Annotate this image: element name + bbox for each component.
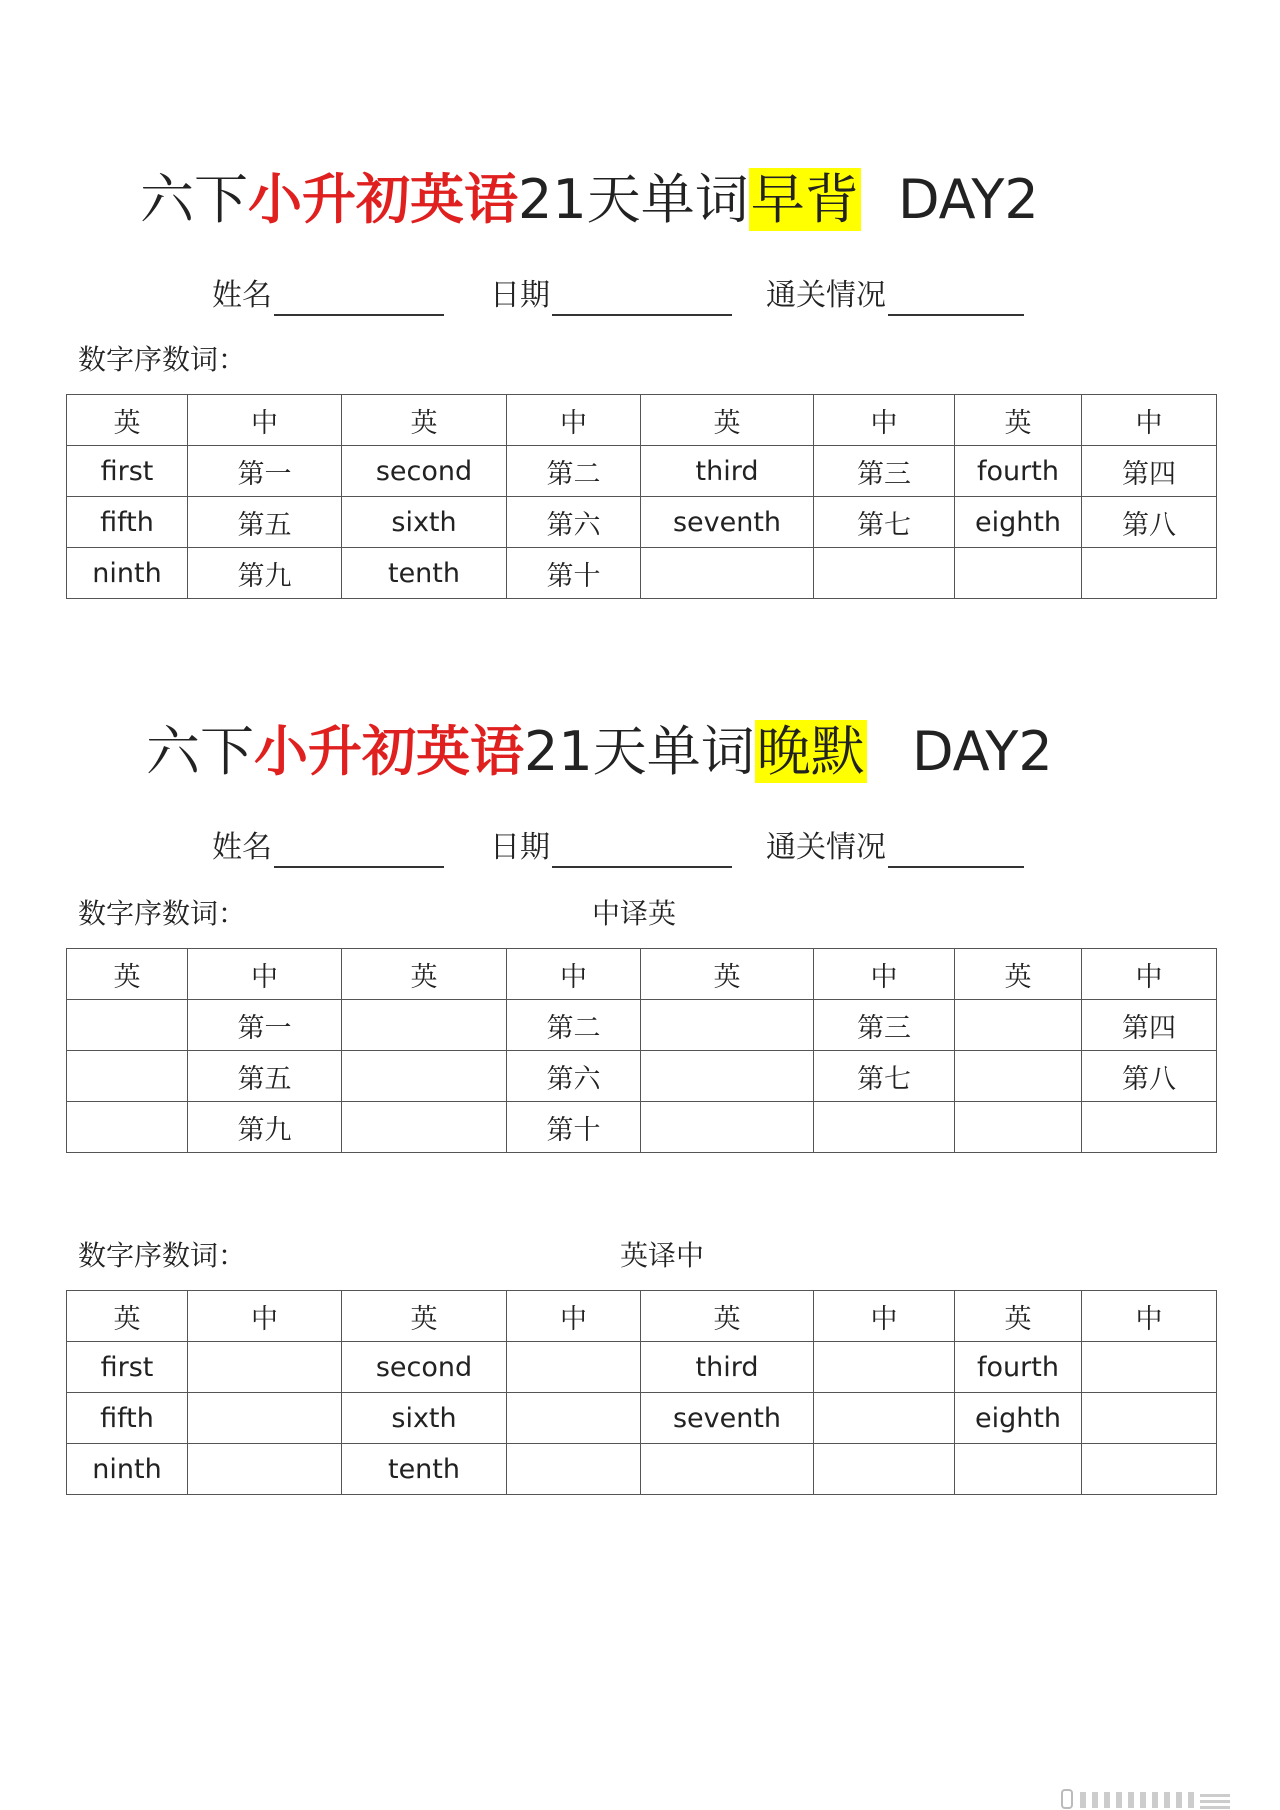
table-cell: second <box>342 1342 507 1393</box>
column-header: 中 <box>814 1291 955 1342</box>
table-cell: third <box>641 1342 814 1393</box>
status-label: 通关情况 <box>766 830 886 865</box>
name-label: 姓名 <box>212 830 272 865</box>
table-row <box>67 1051 1217 1102</box>
table-cell: 第五 <box>188 1051 342 1102</box>
status-blank[interactable] <box>888 832 1024 868</box>
table-cell: sixth <box>342 497 507 548</box>
table-cell[interactable] <box>955 548 1082 599</box>
evening-section2-label: 数字序数词： <box>78 1239 247 1272</box>
table-cell[interactable] <box>955 1000 1082 1051</box>
table-cell: second <box>342 446 507 497</box>
table-cell[interactable] <box>955 1102 1082 1153</box>
column-header: 中 <box>507 949 641 1000</box>
column-header: 中 <box>814 395 955 446</box>
column-header: 中 <box>1082 395 1217 446</box>
column-header: 英 <box>342 949 507 1000</box>
column-header: 中 <box>188 949 342 1000</box>
table-cell[interactable] <box>507 1444 641 1495</box>
table-cell: 第九 <box>188 548 342 599</box>
table-cell[interactable] <box>188 1444 342 1495</box>
column-header: 英 <box>67 395 188 446</box>
table-cell[interactable] <box>955 1444 1082 1495</box>
title-day: DAY2 <box>898 168 1039 231</box>
table-cell: fifth <box>67 497 188 548</box>
title-highlight-red: 小升初英语 <box>254 720 524 783</box>
table-cell: 第八 <box>1082 1051 1217 1102</box>
title-highlight-red: 小升初英语 <box>248 168 518 231</box>
table-row <box>67 497 1217 548</box>
table-cell[interactable] <box>641 548 814 599</box>
table-cell[interactable] <box>641 1051 814 1102</box>
table-cell[interactable] <box>1082 1342 1217 1393</box>
table-cell[interactable] <box>1082 548 1217 599</box>
table-header-row <box>67 949 1217 1000</box>
table-cell: tenth <box>342 548 507 599</box>
title-day: DAY2 <box>912 720 1053 783</box>
evening-section1-label: 数字序数词： <box>78 897 247 930</box>
column-header: 英 <box>342 395 507 446</box>
table-cell: fourth <box>955 446 1082 497</box>
table-cell: sixth <box>342 1393 507 1444</box>
evening-section2-subtitle: 英译中 <box>620 1239 705 1272</box>
table-cell[interactable] <box>814 1444 955 1495</box>
title-highlight-yellow: 早背 <box>750 168 859 231</box>
column-header: 中 <box>1082 949 1217 1000</box>
column-header: 中 <box>188 1291 342 1342</box>
column-header: 英 <box>342 1291 507 1342</box>
column-header: 英 <box>955 949 1082 1000</box>
table-cell[interactable] <box>507 1342 641 1393</box>
table-row <box>67 1102 1217 1153</box>
name-label: 姓名 <box>212 278 272 313</box>
table-cell: ninth <box>67 1444 188 1495</box>
column-header: 中 <box>1082 1291 1217 1342</box>
column-header: 英 <box>67 1291 188 1342</box>
table-row <box>67 1342 1217 1393</box>
title-highlight-yellow: 晚默 <box>756 720 865 783</box>
date-blank[interactable] <box>552 280 732 316</box>
title-middle: 21天单词 <box>524 720 755 783</box>
en-to-zh-table <box>66 1290 1217 1495</box>
zh-to-en-table <box>66 948 1217 1153</box>
table-cell: 第七 <box>814 497 955 548</box>
name-blank[interactable] <box>274 832 444 868</box>
table-cell: 第七 <box>814 1051 955 1102</box>
column-header: 英 <box>955 1291 1082 1342</box>
table-cell: 第一 <box>188 1000 342 1051</box>
column-header: 中 <box>507 1291 641 1342</box>
table-cell: 第五 <box>188 497 342 548</box>
title-middle: 21天单词 <box>518 168 749 231</box>
column-header: 英 <box>955 395 1082 446</box>
table-row <box>67 446 1217 497</box>
table-cell[interactable] <box>641 1000 814 1051</box>
column-header: 英 <box>641 949 814 1000</box>
table-cell: 第十 <box>507 548 641 599</box>
table-cell: first <box>67 1342 188 1393</box>
table-cell[interactable] <box>1082 1393 1217 1444</box>
table-cell: 第四 <box>1082 446 1217 497</box>
table-cell: 第二 <box>507 1000 641 1051</box>
table-cell[interactable] <box>1082 1444 1217 1495</box>
table-cell: 第六 <box>507 1051 641 1102</box>
table-cell[interactable] <box>1082 1102 1217 1153</box>
table-cell: 第三 <box>814 1000 955 1051</box>
table-cell[interactable] <box>342 1000 507 1051</box>
table-row <box>67 548 1217 599</box>
table-cell[interactable] <box>814 548 955 599</box>
table-cell[interactable] <box>342 1102 507 1153</box>
table-cell[interactable] <box>641 1102 814 1153</box>
table-cell: third <box>641 446 814 497</box>
table-header-row <box>67 1291 1217 1342</box>
column-header: 英 <box>641 395 814 446</box>
table-cell[interactable] <box>955 1051 1082 1102</box>
status-blank[interactable] <box>888 280 1024 316</box>
table-cell: eighth <box>955 497 1082 548</box>
table-cell[interactable] <box>342 1051 507 1102</box>
status-label: 通关情况 <box>766 278 886 313</box>
table-cell[interactable] <box>188 1393 342 1444</box>
table-cell[interactable] <box>507 1393 641 1444</box>
table-cell[interactable] <box>67 1102 188 1153</box>
table-cell: 第八 <box>1082 497 1217 548</box>
table-cell[interactable] <box>814 1102 955 1153</box>
table-cell: 第四 <box>1082 1000 1217 1051</box>
evening-section1-subtitle: 中译英 <box>592 897 677 930</box>
column-header: 英 <box>67 949 188 1000</box>
table-cell: fourth <box>955 1342 1082 1393</box>
table-cell: 第九 <box>188 1102 342 1153</box>
table-cell[interactable] <box>641 1444 814 1495</box>
date-label: 日期 <box>490 278 550 313</box>
table-cell: seventh <box>641 1393 814 1444</box>
column-header: 英 <box>641 1291 814 1342</box>
table-cell: 第三 <box>814 446 955 497</box>
table-cell: first <box>67 446 188 497</box>
date-blank[interactable] <box>552 832 732 868</box>
title-prefix: 六下 <box>140 168 248 231</box>
column-header: 中 <box>188 395 342 446</box>
date-label: 日期 <box>490 830 550 865</box>
table-cell: 第十 <box>507 1102 641 1153</box>
column-header: 中 <box>814 949 955 1000</box>
table-cell: 第六 <box>507 497 641 548</box>
table-cell: tenth <box>342 1444 507 1495</box>
morning-section-label: 数字序数词： <box>78 343 247 376</box>
name-blank[interactable] <box>274 280 444 316</box>
table-cell[interactable] <box>67 1051 188 1102</box>
table-cell: 第一 <box>188 446 342 497</box>
table-cell: ninth <box>67 548 188 599</box>
table-cell: 第二 <box>507 446 641 497</box>
table-cell[interactable] <box>67 1000 188 1051</box>
table-row <box>67 1000 1217 1051</box>
table-cell[interactable] <box>814 1342 955 1393</box>
watermark-logo-icon <box>1058 1788 1258 1810</box>
table-cell[interactable] <box>188 1342 342 1393</box>
table-cell[interactable] <box>814 1393 955 1444</box>
column-header: 中 <box>507 395 641 446</box>
morning-vocab-table <box>66 394 1217 599</box>
table-cell: fifth <box>67 1393 188 1444</box>
table-row <box>67 1444 1217 1495</box>
title-prefix: 六下 <box>146 720 254 783</box>
table-header-row <box>67 395 1217 446</box>
table-row <box>67 1393 1217 1444</box>
table-cell: seventh <box>641 497 814 548</box>
table-cell: eighth <box>955 1393 1082 1444</box>
